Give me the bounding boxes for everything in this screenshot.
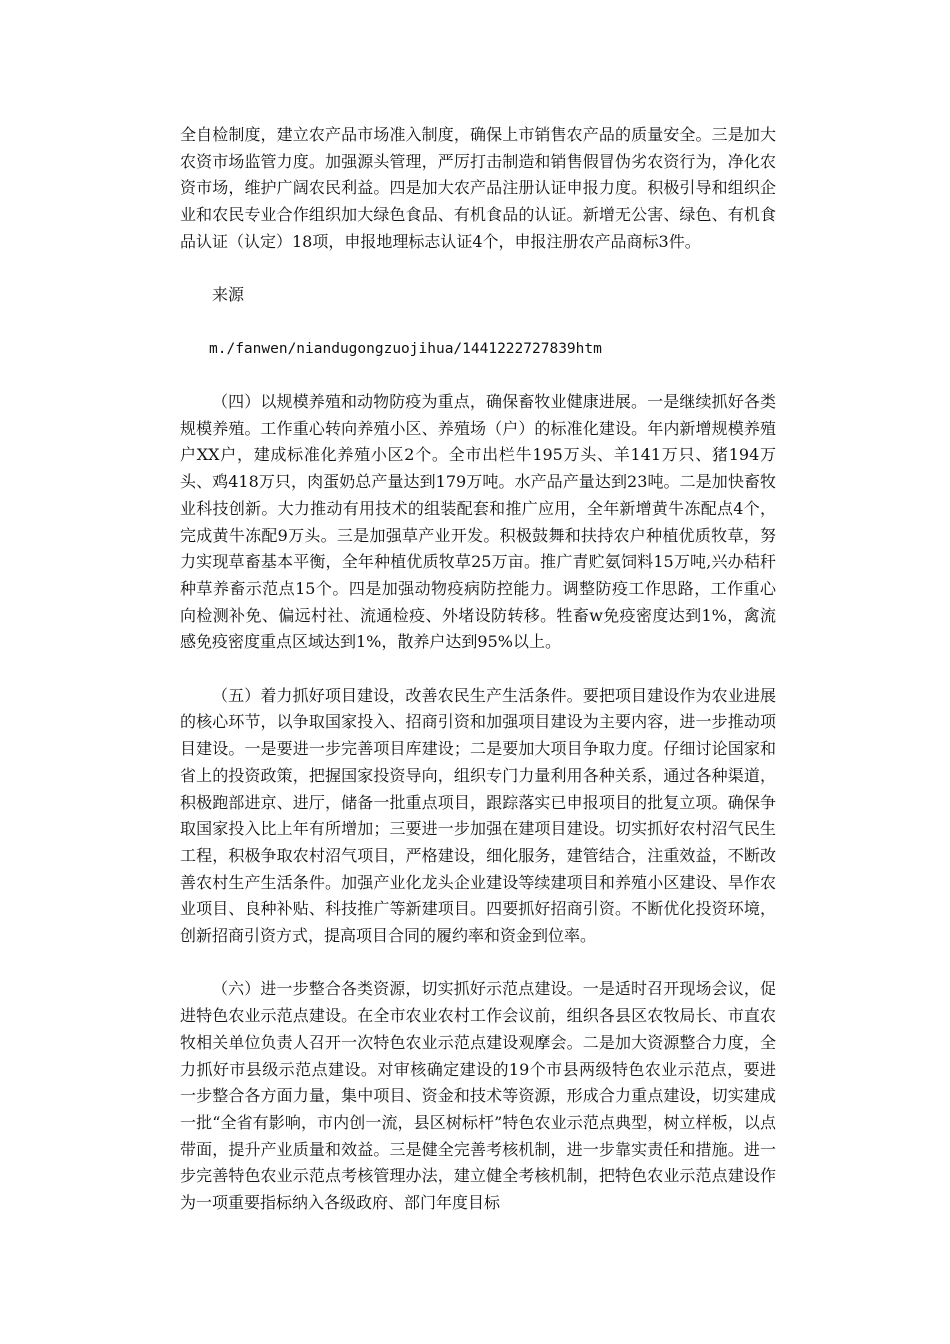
source-label: 来源 — [212, 285, 245, 305]
paragraph-section-5: （五）着力抓好项目建设，改善农民生产生活条件。要把项目建设作为农业进展的核心环节，以争取国家投入、招商引资和加强项目建设为主要内容，进一步推动项目建设。一是要进一步完善项目库建设；二是要加大项目争取力度。仔细讨论国家和省上的投资政策，把握国家投资导向，组织专门力量利用各种关系，通过各种渠道，积极跑部进京、进厅，储备一批重点项目，跟踪落实已申报项目的批复立项。确保争取国家投入比上年有所增加；三要进一步加强在建项目建设。切实抓好农村沼气民生工程，积极争取农村沼气项目，严格建设，细化服务，建管结合，注重效益，不断改善农村生产生活条件。加强产业化龙头企业建设等续建项目和养殖小区建设、旱作农业项目、良种补贴、科技推广等新建项目。四要抓好招商引资。不断优化投资环境，创新招商引资方式，提高项目合同的履约率和资金到位率。 — [180, 685, 776, 946]
paragraph-gap — [180, 950, 776, 977]
paragraph-gap — [180, 362, 776, 389]
source-url: m./fanwen/niandugongzuojihua/1441222727839htm — [209, 340, 602, 357]
paragraph-gap — [180, 256, 776, 283]
document-page — [180, 122, 776, 1217]
paragraph-continuation: 全自检制度，建立农产品市场准入制度，确保上市销售农产品的质量安全。三是加大农资市场监管力度。加强源头管理，严厉打击制造和销售假冒伪劣农资行为，净化农资市场，维护广阔农民利益。四是加大农产品注册认证申报力度。积极引导和组织企业和农民专业合作组织加大绿色食品、有机食品的认证。新增无公害、绿色、有机食品认证（认定）18项，申报地理标志认证4个，申报注册农产品商标3件。 — [180, 125, 776, 251]
paragraph-section-4: （四）以规模养殖和动物防疫为重点，确保畜牧业健康进展。一是继续抓好各类规模养殖。工作重心转向养殖小区、养殖场（户）的标准化建设。年内新增规模养殖户XX户，建成标准化养殖小区2个。全市出栏牛195万头、羊141万只、猪194万头、鸡418万只，肉蛋奶总产量达到179万吨。水产品产量达到23吨。二是加快畜牧业科技创新。大力推动有用技术的组装配套和推广应用，全年新增黄牛冻配点4个，完成黄牛冻配9万头。三是加强草产业开发。积极鼓舞和扶持农户种植优质牧草，努力实现草畜基本平衡，全年种植优质牧草25万亩。推广青贮氨饲料15万吨,兴办秸秆种草养畜示范点15个。四是加强动物疫病防控能力。调整防疫工作思路，工作重心向检测补免、偏远村社、流通检疫、外堵设防转移。牲畜w免疫密度达到1%，禽流感免疫密度重点区域达到1%，散养户达到95%以上。 — [180, 391, 776, 652]
paragraph-gap — [180, 656, 776, 683]
paragraph-section-6: （六）进一步整合各类资源，切实抓好示范点建设。一是适时召开现场会议，促进特色农业示范点建设。在全市农业农村工作会议前，组织各县区农牧局长、市直农牧相关单位负责人召开一次特色农业示范点建设观摩会。二是加大资源整合力度，全力抓好市县级示范点建设。对审核确定建设的19个市县两级特色农业示范点，要进一步整合各方面力量，集中项目、资金和技术等资源，形成合力重点建设，切实建成一批“全省有影响，市内创一流，县区树标杆”特色农业示范点典型，树立样板，以点带面，提升产业质量和效益。三是健全完善考核机制，进一步靠实责任和措施。进一步完善特色农业示范点考核管理办法，建立健全考核机制，把特色农业示范点建设作为一项重要指标纳入各级政府、部门年度目标 — [180, 979, 776, 1213]
paragraph-gap — [180, 309, 776, 336]
